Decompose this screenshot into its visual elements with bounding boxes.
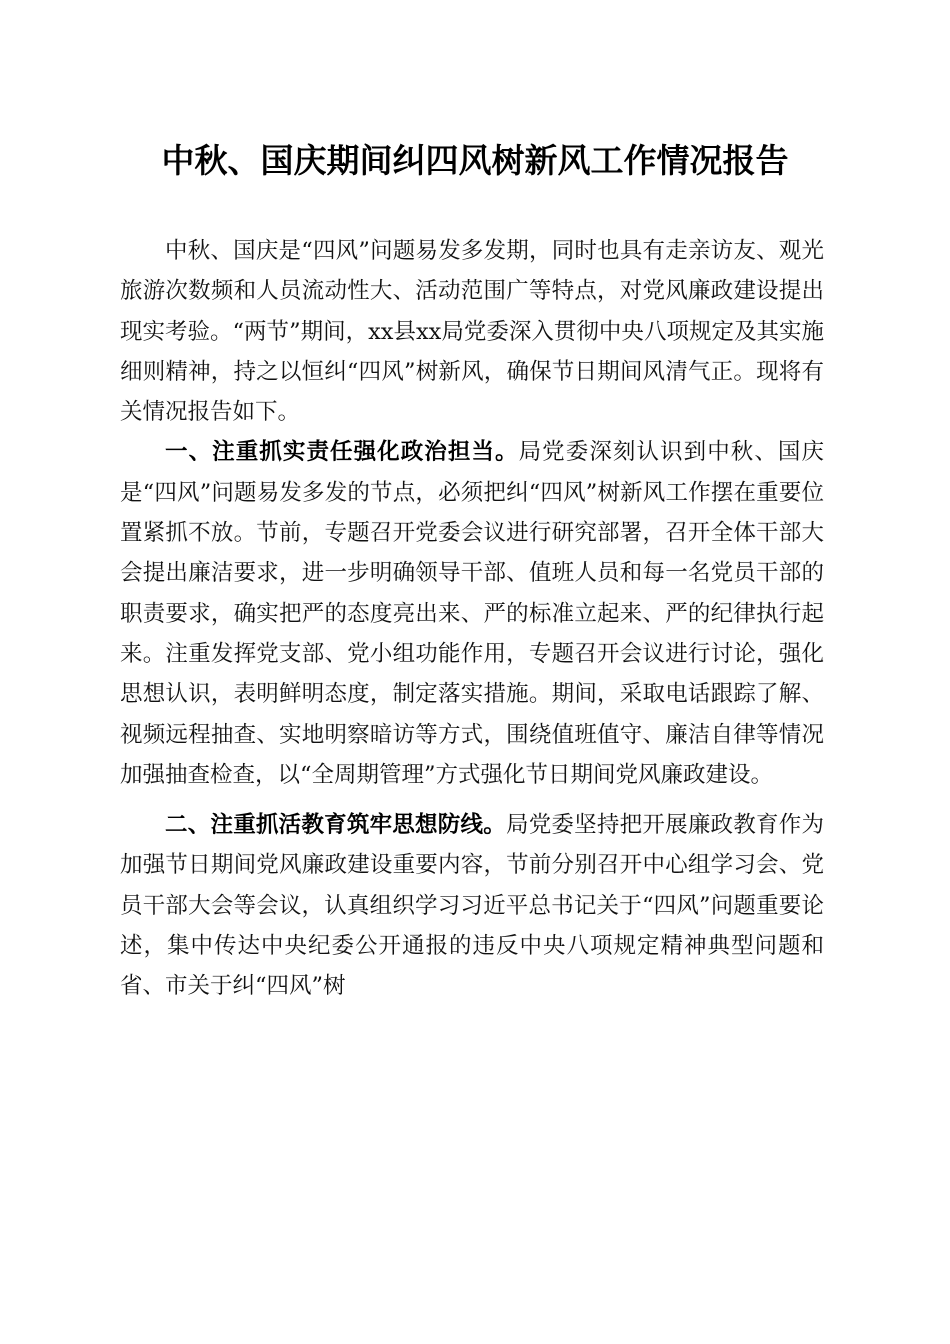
section-1-paragraph bbox=[120, 432, 824, 795]
section-2-paragraph bbox=[120, 805, 824, 1006]
document-title: 中秋、国庆期间纠四风树新风工作情况报告 bbox=[161, 141, 789, 180]
document-body bbox=[120, 231, 824, 1007]
section-2-text: 局党委坚持把开展廉政教育作为加强节日期间党风廉政建设重要内容，节前分别召开中心组学习会、党员干部大会等会议，认真组织学习习近平总书记关于“四风”问题重要论述，集中传达中央纪委公开通报的违反中央八项规定精神典型问题和省、市关于纠“四风”树 bbox=[120, 812, 824, 1000]
section-1-text: 局党委深刻认识到中秋、国庆是“四风”问题易发多发的节点，必须把纠“四风”树新风工作摆在重要位置紧抓不放。节前，专题召开党委会议进行研究部署，召开全体干部大会提出廉洁要求，进一步明确领导干部、值班人员和每一名党员干部的职责要求，确实把严的态度亮出来、严的标准立起来、严的纪律执行起来。注重发挥党支部、党小组功能作用，专题召开会议进行讨论，强化思想认识，表明鲜明态度，制定落实措施。期间，采取电话跟踪了解、视频远程抽查、实地明察暗访等方式，围绕值班值守、廉洁自律等情况加强抽查检查，以“全周期管理”方式强化节日期间党风廉政建设。 bbox=[120, 439, 824, 788]
section-1-heading: 一、注重抓实责任强化政治担当。 bbox=[165, 439, 519, 466]
intro-paragraph: 中秋、国庆是“四风”问题易发多发期，同时也具有走亲访友、观光旅游次数频和人员流动性大、活动范围广等特点，对党风廉政建设提出现实考验。“两节”期间，xx县xx局党委深入贯彻中央八项规定及其实施细则精神，持之以恒纠“四风”树新风，确保节日期间风清气正。现将有关情况报告如下。 bbox=[120, 238, 824, 426]
section-2-heading: 二、注重抓活教育筑牢思想防线。 bbox=[165, 812, 506, 839]
